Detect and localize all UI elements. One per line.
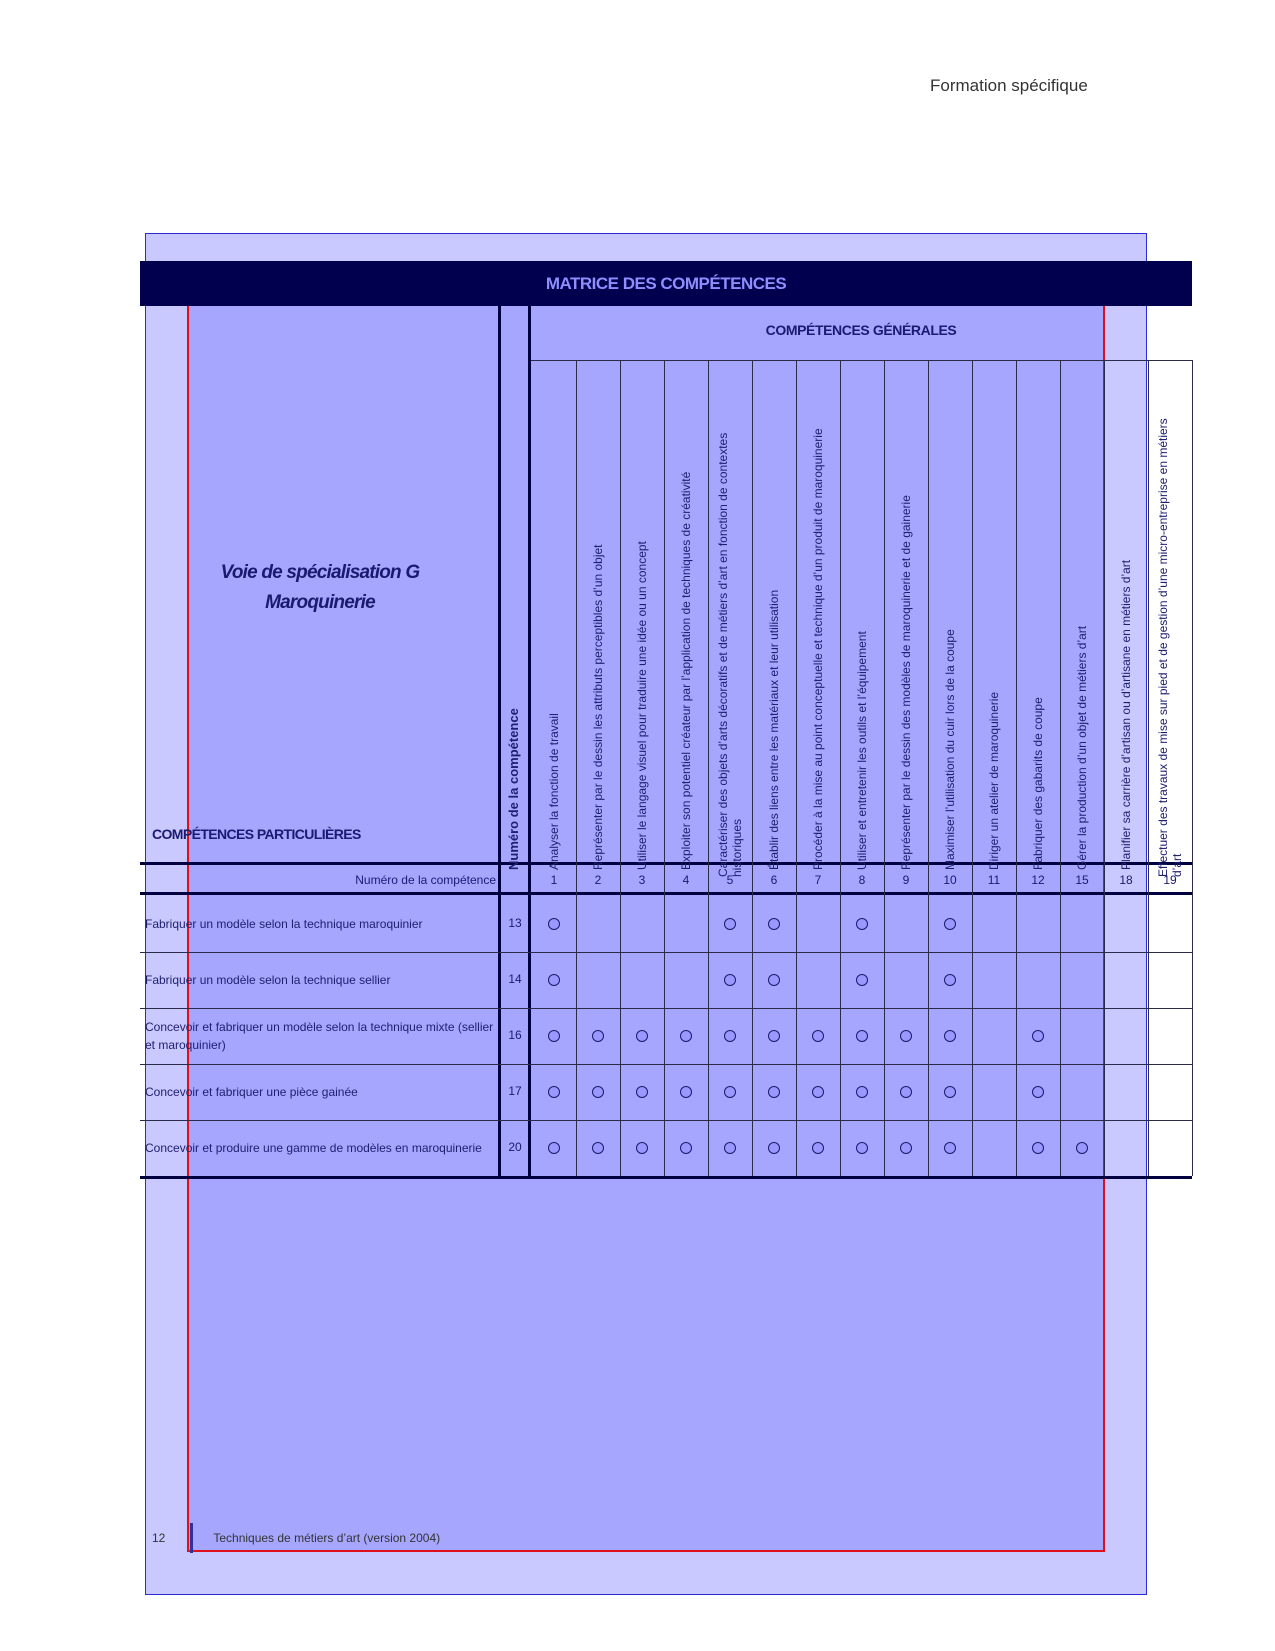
competency-mark	[724, 1030, 736, 1042]
footer-text: Techniques de métiers d’art (version 2004)	[213, 1531, 441, 1545]
competency-mark	[548, 1086, 560, 1098]
matrix-title: MATRICE DES COMPÉTENCES	[545, 273, 787, 293]
competency-mark	[680, 1142, 692, 1154]
specialisation-line-1: Voie de spécialisation G	[220, 562, 420, 583]
competency-mark	[680, 1030, 692, 1042]
competency-mark	[944, 918, 956, 930]
competency-mark	[724, 1142, 736, 1154]
competency-mark	[812, 1086, 824, 1098]
competency-mark	[592, 1086, 604, 1098]
competency-mark	[812, 1030, 824, 1042]
general-competency-label: Utiliser le langage visuel pour traduire une idée ou un concept	[635, 541, 649, 870]
general-competency-label: Gérer la production d’un objet de métiers d’art	[1075, 625, 1089, 870]
page-number: 12	[152, 1531, 166, 1545]
row-divider	[140, 1008, 1192, 1009]
general-competency-number: 8	[858, 873, 866, 887]
general-competency-number: 19	[1163, 873, 1177, 887]
competency-mark	[944, 1142, 956, 1154]
competency-mark	[856, 974, 868, 986]
particular-competency-number: 20	[508, 1140, 522, 1154]
general-competency-label: Représenter par le dessin des modèles de maroquinerie et de gainerie	[899, 495, 913, 870]
general-competency-label: Planifier sa carrière d’artisan ou d’artisane en métiers d’art	[1119, 559, 1133, 870]
column-divider	[620, 360, 621, 1176]
general-competency-label: Maximiser l’utilisation du cuir lors de la coupe	[943, 629, 957, 870]
particular-competency-label: Concevoir et produire une gamme de modèles en maroquinerie	[145, 1141, 482, 1155]
competency-mark	[768, 1142, 780, 1154]
competency-mark	[856, 1142, 868, 1154]
column-divider	[972, 360, 973, 1176]
competency-mark	[724, 1086, 736, 1098]
general-competency-number: 18	[1119, 873, 1133, 887]
competency-mark	[636, 1030, 648, 1042]
competency-mark	[1076, 1142, 1088, 1154]
competency-number-header: Numéro de la compétence	[506, 708, 521, 870]
competency-mark	[592, 1142, 604, 1154]
general-competency-label: Analyser la fonction de travail	[547, 713, 561, 870]
competency-mark	[856, 918, 868, 930]
competency-mark	[636, 1086, 648, 1098]
competency-mark	[592, 1030, 604, 1042]
column-divider	[752, 360, 753, 1176]
general-competencies-title: COMPÉTENCES GÉNÉRALES	[765, 322, 957, 338]
column-divider	[1104, 360, 1105, 1176]
general-competency-number: 1	[550, 873, 558, 887]
general-competency-label: Effectuer des travaux de mise sur pied et de gestion d’une micro-entreprise en métiers d’art	[1156, 418, 1184, 877]
general-competency-number: 15	[1075, 873, 1089, 887]
general-competency-number: 12	[1031, 873, 1045, 887]
particular-competency-label: Fabriquer un modèle selon la technique sellier	[145, 973, 391, 987]
column-divider	[1060, 360, 1061, 1176]
competency-mark	[944, 1030, 956, 1042]
competency-mark	[856, 1086, 868, 1098]
particular-competency-number: 17	[508, 1084, 522, 1098]
general-competency-number: 5	[726, 873, 734, 887]
row-divider	[140, 1064, 1192, 1065]
competency-mark	[768, 1030, 780, 1042]
general-competency-number: 11	[987, 873, 1001, 887]
document-title: Formation spécifique	[930, 76, 1088, 95]
particular-competency-label: Concevoir et fabriquer un modèle selon la technique mixte (sellier et maroquinier)	[145, 1020, 494, 1052]
general-competency-number: 3	[638, 873, 646, 887]
divider-left	[498, 306, 501, 1176]
general-competency-label: Représenter par le dessin les attributs perceptibles d’un objet	[591, 544, 605, 870]
matrix-banner	[140, 261, 1192, 306]
competency-mark	[768, 918, 780, 930]
column-divider	[884, 360, 885, 1176]
competency-mark	[856, 1030, 868, 1042]
particular-competency-number: 14	[508, 972, 522, 986]
divider-num	[528, 306, 531, 1176]
number-row-label: Numéro de la compétence	[355, 873, 496, 887]
column-divider	[1016, 360, 1017, 1176]
competency-mark	[1032, 1086, 1044, 1098]
general-competency-number: 10	[943, 873, 957, 887]
general-competency-label: Établir des liens entre les matériaux et leur utilisation	[767, 589, 781, 870]
particular-competencies-title: COMPÉTENCES PARTICULIÈRES	[152, 826, 361, 842]
general-competency-number: 9	[902, 873, 910, 887]
footer-separator	[190, 1523, 193, 1553]
competency-mark	[900, 1142, 912, 1154]
general-competency-label: Exploiter son potentiel créateur par l’application de techniques de créativité	[679, 471, 693, 870]
particular-competency-label: Concevoir et fabriquer une pièce gainée	[145, 1085, 358, 1099]
competency-mark	[1032, 1030, 1044, 1042]
column-divider	[840, 360, 841, 1176]
competency-mark	[548, 974, 560, 986]
column-divider	[1192, 360, 1193, 1176]
competency-mark	[768, 974, 780, 986]
row-divider	[140, 952, 1192, 953]
competency-mark	[548, 918, 560, 930]
competency-mark	[636, 1142, 648, 1154]
competency-mark	[724, 974, 736, 986]
row-divider	[140, 1120, 1192, 1121]
competency-mark	[724, 918, 736, 930]
general-competency-number: 6	[770, 873, 778, 887]
competency-mark	[812, 1142, 824, 1154]
general-competency-number: 2	[594, 873, 602, 887]
competency-mark	[944, 1086, 956, 1098]
competency-mark	[548, 1030, 560, 1042]
rule-table-bottom	[140, 1176, 1192, 1179]
competency-mark	[900, 1030, 912, 1042]
column-divider	[576, 360, 577, 1176]
competency-mark	[1032, 1142, 1044, 1154]
rule-general-header	[531, 360, 1192, 361]
general-competency-label: Caractériser des objets d’arts décoratifs et de métiers d’art en fonction de contextes historiques	[716, 432, 744, 877]
general-competency-label: Diriger un atelier de maroquinerie	[987, 691, 1001, 870]
specialisation-line-2: Maroquinerie	[265, 592, 375, 613]
particular-competency-number: 16	[508, 1028, 522, 1042]
column-divider	[664, 360, 665, 1176]
column-divider	[796, 360, 797, 1176]
column-divider	[1148, 360, 1149, 1176]
competency-mark	[680, 1086, 692, 1098]
specialisation-title	[160, 558, 480, 618]
general-competency-label: Fabriquer des gabarits de coupe	[1031, 697, 1045, 870]
general-competency-number: 7	[814, 873, 822, 887]
competency-mark	[548, 1142, 560, 1154]
column-divider	[708, 360, 709, 1176]
column-divider	[928, 360, 929, 1176]
general-competency-label: Procéder à la mise au point conceptuelle et technique d’un produit de maroquinerie	[811, 428, 825, 870]
general-competency-label: Utiliser et entretenir les outils et l’équipement	[855, 631, 869, 870]
competency-mark	[944, 974, 956, 986]
general-competency-number: 4	[682, 873, 690, 887]
competency-mark	[900, 1086, 912, 1098]
particular-competency-number: 13	[508, 916, 522, 930]
particular-competency-label: Fabriquer un modèle selon la technique maroquinier	[145, 917, 423, 931]
competency-mark	[768, 1086, 780, 1098]
page-footer	[152, 1531, 440, 1545]
rule-number-bottom	[140, 892, 1192, 895]
